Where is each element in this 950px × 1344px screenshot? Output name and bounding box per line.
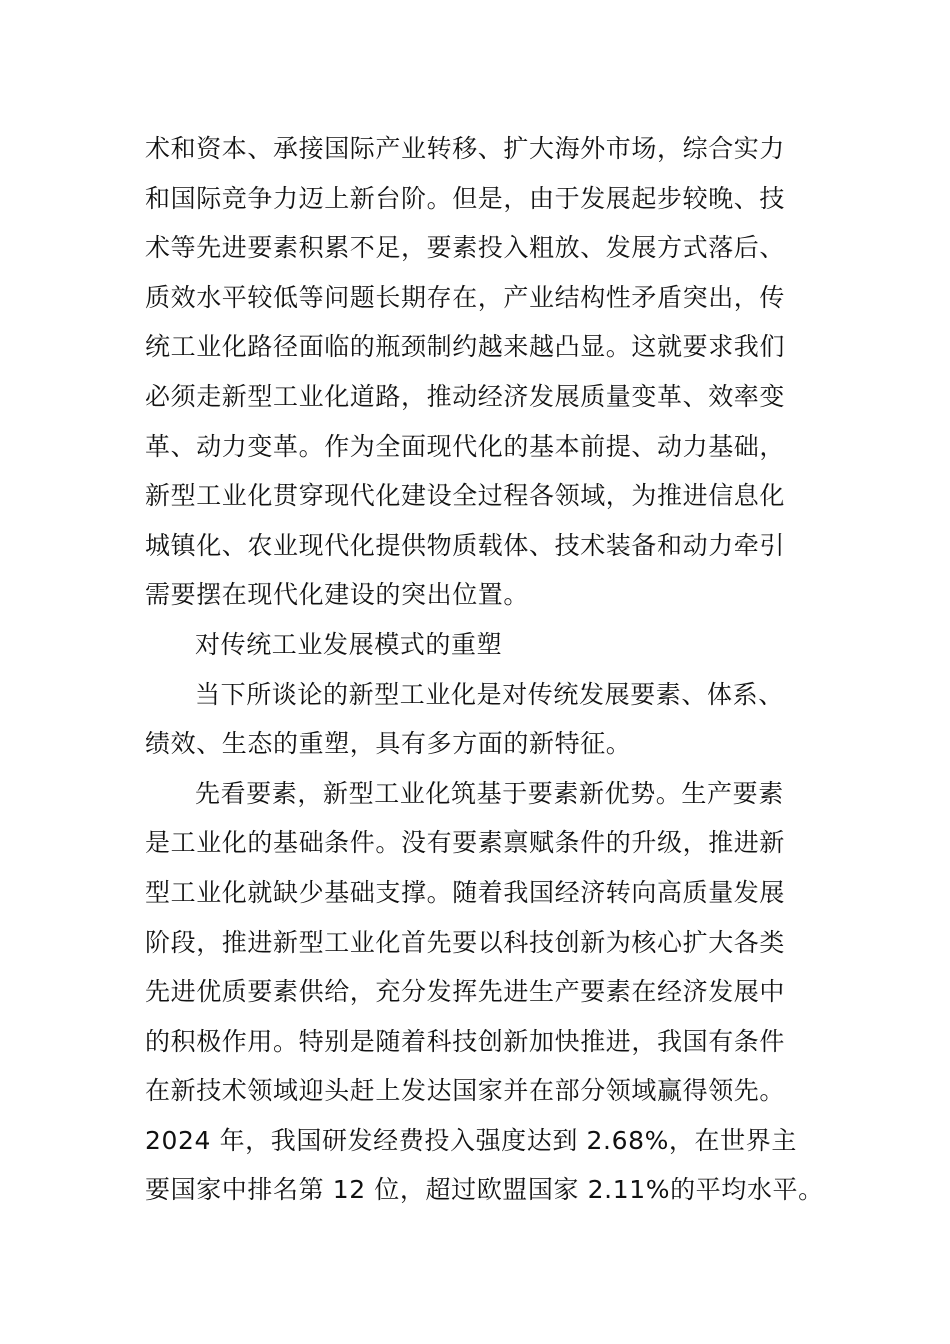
text-line: 统工业化路径面临的瓶颈制约越来越凸显。这就要求我们 bbox=[145, 332, 786, 362]
text-line: 质效水平较低等问题长期存在，产业结构性矛盾突出，传 bbox=[145, 282, 786, 312]
text-line: 需要摆在现代化建设的突出位置。 bbox=[145, 580, 530, 610]
text-line: 革、动力变革。作为全面现代化的基本前提、动力基础， bbox=[145, 431, 786, 461]
text-line: 的积极作用。特别是随着科技创新加快推进，我国有条件 bbox=[145, 1026, 786, 1056]
paragraph-2 bbox=[145, 670, 835, 769]
paragraph-3 bbox=[145, 769, 835, 1215]
section-heading: 对传统工业发展模式的重塑 bbox=[195, 629, 503, 659]
text-line: 当下所谈论的新型工业化是对传统发展要素、体系、 bbox=[195, 679, 784, 709]
text-line: 术和资本、承接国际产业转移、扩大海外市场，综合实力 bbox=[145, 134, 786, 163]
text-line: 先看要素，新型工业化筑基于要素新优势。生产要素 bbox=[195, 778, 784, 808]
document-body bbox=[145, 124, 835, 1215]
text-line: 在新技术领域迎头赶上发达国家并在部分领域赢得领先。 bbox=[145, 1076, 786, 1106]
text-line: 新型工业化贯穿现代化建设全过程各领域，为推进信息化 bbox=[145, 481, 786, 511]
text-line: 先进优质要素供给，充分发挥先进生产要素在经济发展中 bbox=[145, 977, 786, 1007]
text-line: 必须走新型工业化道路，推动经济发展质量变革、效率变 bbox=[145, 381, 786, 411]
text-line: 阶段，推进新型工业化首先要以科技创新为核心扩大各类 bbox=[145, 927, 786, 957]
text-line: 城镇化、农业现代化提供物质载体、技术装备和动力牵引 bbox=[145, 530, 786, 560]
text-line: 型工业化就缺少基础支撑。随着我国经济转向高质量发展 bbox=[145, 877, 786, 907]
text-line: 是工业化的基础条件。没有要素禀赋条件的升级，推进新 bbox=[145, 828, 786, 858]
text-line: 要国家中排名第 12 位，超过欧盟国家 2.11%的平均水平。 bbox=[145, 1175, 824, 1205]
text-line: 2024 年，我国研发经费投入强度达到 2.68%，在世界主 bbox=[145, 1125, 797, 1155]
text-line: 绩效、生态的重塑，具有多方面的新特征。 bbox=[145, 729, 632, 759]
text-line: 和国际竞争力迈上新台阶。但是，由于发展起步较晚、技 bbox=[145, 183, 786, 213]
paragraph-1 bbox=[145, 124, 835, 620]
text-line: 术等先进要素积累不足，要素投入粗放、发展方式落后、 bbox=[145, 233, 786, 263]
